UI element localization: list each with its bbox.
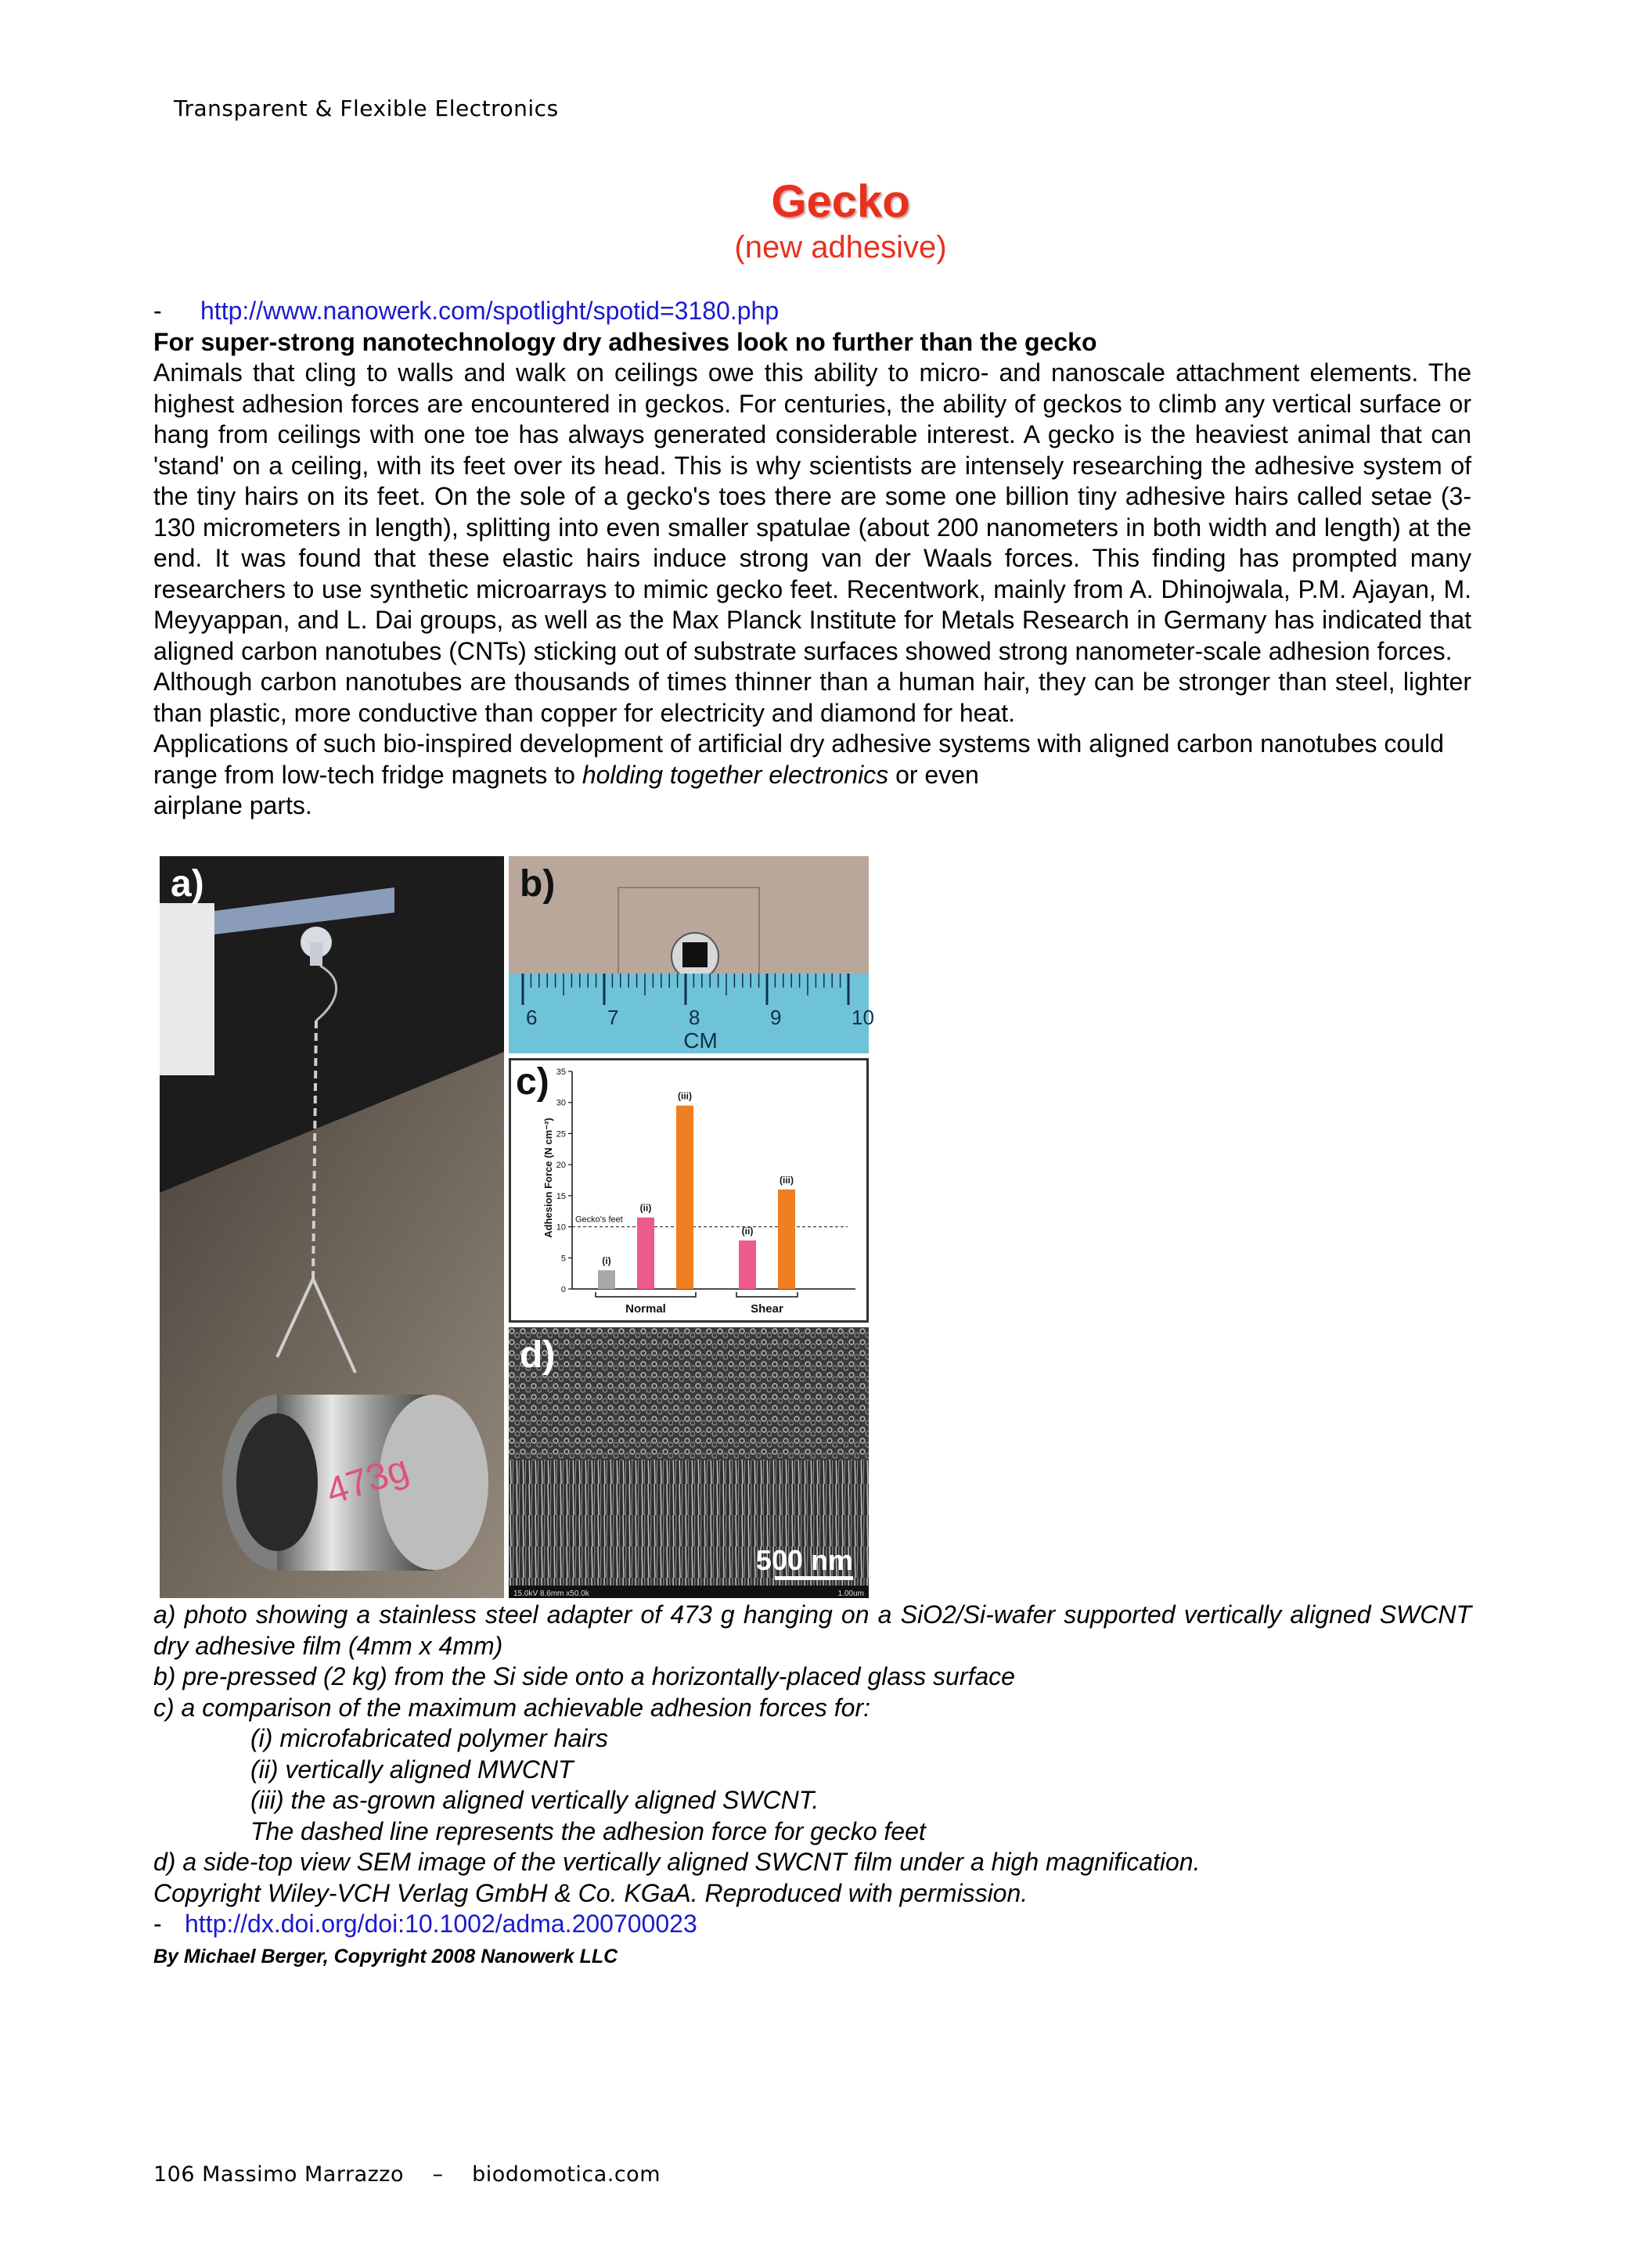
- article-paragraph-2: Although carbon nanotubes are thousands of times thinner than a human hair, they can be stronger than steel, lighter than plastic, more conductive than copper for electricity and diamond for heat.: [153, 668, 1471, 727]
- hanging-weight-illustration: [160, 856, 504, 1598]
- byline: By Michael Berger, Copyright 2008 Nanowerk LLC: [153, 1945, 618, 1967]
- panel-a-photo: [160, 856, 504, 1598]
- chart-group-bracket: [736, 1292, 798, 1297]
- ruler-tick-label: 9: [770, 1006, 782, 1029]
- article-paragraph-3-last: airplane parts.: [153, 791, 312, 819]
- source-link[interactable]: http://www.nanowerk.com/spotlight/spotid=3180.php: [200, 297, 780, 325]
- chart-group-label: Normal: [625, 1302, 666, 1316]
- article-heading: For super-strong nanotechnology dry adhesives look no further than the gecko: [153, 327, 1097, 356]
- chart-y-tick-label: 10: [556, 1222, 566, 1233]
- panel-c-chart: [509, 1058, 869, 1323]
- doi-link[interactable]: http://dx.doi.org/doi:10.1002/adma.200700023: [185, 1910, 697, 1938]
- caption-c-dashed: The dashed line represents the adhesion force for gecko feet: [250, 1816, 926, 1845]
- panel-b-label: b): [520, 863, 556, 905]
- ruler-tick-label: 7: [607, 1006, 619, 1029]
- caption-copyright: Copyright Wiley-VCH Verlag GmbH & Co. KGaA. Reproduced with permission.: [153, 1878, 1028, 1907]
- page-subtitle: (new adhesive): [734, 230, 947, 265]
- chart-y-tick-label: 25: [556, 1129, 566, 1139]
- chart-y-tick-label: 30: [556, 1098, 566, 1108]
- list-dash: -: [153, 1910, 162, 1938]
- sem-small-scale: 1.00um: [837, 1589, 864, 1598]
- chart-bar: [637, 1218, 654, 1289]
- chart-bar-label: (ii): [741, 1226, 754, 1237]
- chart-y-tick-label: 15: [556, 1191, 566, 1201]
- chart-bar-label: (i): [602, 1255, 611, 1267]
- source-link-line: [153, 296, 1471, 327]
- article-paragraph-3: [153, 729, 1471, 790]
- ruler-tick-label: 10: [852, 1006, 874, 1029]
- weight-label: 473g: [321, 1447, 414, 1514]
- chart-group-bracket: [596, 1292, 696, 1297]
- chart-y-tick-label: 20: [556, 1161, 566, 1171]
- doi-link-line: [153, 1909, 1471, 1940]
- page-footer: 106 Massimo Marrazzo – biodomotica.com: [153, 2162, 661, 2187]
- ruler-tick-label: 6: [526, 1006, 538, 1029]
- chart-group-label: Shear: [751, 1302, 783, 1316]
- figure-caption: [153, 1600, 1471, 1972]
- sem-scale-bar-label: 500 nm: [755, 1544, 853, 1576]
- caption-b: b) pre-pressed (2 kg) from the Si side onto a horizontally-placed glass surface: [153, 1662, 1015, 1690]
- panel-a-label: a): [171, 863, 204, 905]
- para3-italic: holding together electronics: [582, 760, 889, 789]
- chart-bar: [598, 1270, 615, 1289]
- panel-c-label: c): [516, 1061, 549, 1103]
- caption-c-ii: (ii) vertically aligned MWCNT: [250, 1755, 574, 1784]
- chart-bar: [739, 1240, 756, 1289]
- panel-d-label: d): [520, 1334, 556, 1376]
- page-title: Gecko: [771, 176, 910, 227]
- chart-bar: [676, 1106, 693, 1289]
- chart-y-tick-label: 0: [560, 1285, 566, 1294]
- para3-end: or even: [888, 760, 979, 789]
- sem-scale-bar: [775, 1576, 853, 1580]
- chart-bar-label: (iii): [780, 1174, 794, 1186]
- sem-texture: [509, 1327, 869, 1598]
- para3-start: Applications of such bio-inspired development of artificial dry adhesive systems with aligned carbon nanotubes could range from low-tech fridge magnets to: [153, 729, 1444, 789]
- list-dash: -: [153, 297, 162, 325]
- adhesion-bar-chart: [511, 1060, 866, 1320]
- caption-c: c) a comparison of the maximum achievable adhesion forces for:: [153, 1693, 870, 1722]
- ruler-unit: CM: [683, 1028, 718, 1053]
- chart-bar-label: (iii): [678, 1090, 692, 1102]
- running-header: Transparent & Flexible Electronics: [174, 95, 559, 121]
- chart-ylabel: Adhesion Force (N cm⁻²): [542, 1118, 554, 1238]
- ruler-illustration: [509, 856, 874, 1053]
- chart-bar-label: (ii): [639, 1202, 652, 1214]
- chart-y-tick-label: 5: [560, 1254, 566, 1264]
- chart-reference-label: Gecko's feet: [575, 1215, 623, 1225]
- sem-info: 15.0kV 8.6mm x50.0k: [513, 1589, 589, 1598]
- caption-c-i: (i) microfabricated polymer hairs: [250, 1724, 609, 1752]
- chart-bar: [778, 1190, 795, 1289]
- article-paragraph-1: Animals that cling to walls and walk on ceilings owe this ability to micro- and nanoscale attachment elements. The highest adhesion forces are encountered in geckos. For centuries, the ability of geckos to climb any vertical surface or hang from ceilings with one toe has always generated considerable interest. A gecko is the heaviest animal that can 'stand' on a ceiling, with its feet over its head. This is why scientists are intensely researching the adhesive system of the tiny hairs on its feet. On the sole of a gecko's toes there are some one billion tiny adhesive hairs called setae (3-130 micrometers in length), splitting into even smaller spatulae (about 200 nanometers in both width and length) at the end. It was found that these elastic hairs induce strong van der Waals forces. This finding has prompted many researchers to use synthetic microarrays to mimic gecko feet. Recentwork, mainly from A. Dhinojwala, P.M. Ajayan, M. Meyyappan, and L. Dai groups, as well as the Max Planck Institute for Metals Research in Germany has indicated that aligned carbon nanotubes (CNTs) sticking out of substrate surfaces showed strong nanometer-scale adhesion forces.: [153, 358, 1471, 665]
- panel-b-photo: [509, 856, 874, 1053]
- caption-a: a) photo showing a stainless steel adapter of 473 g hanging on a SiO2/Si-wafer supported vertically aligned SWCNT dry adhesive film (4mm x 4mm): [153, 1600, 1471, 1660]
- article-body: [153, 296, 1471, 822]
- panel-d-sem: [509, 1327, 869, 1598]
- caption-d: d) a side-top view SEM image of the vertically aligned SWCNT film under a high magnification.: [153, 1848, 1201, 1876]
- caption-c-iii: (iii) the as-grown aligned vertically aligned SWCNT.: [250, 1786, 819, 1814]
- figure-composite: [160, 856, 874, 1598]
- chart-y-tick-label: 35: [556, 1067, 566, 1077]
- ruler-tick-label: 8: [689, 1006, 700, 1029]
